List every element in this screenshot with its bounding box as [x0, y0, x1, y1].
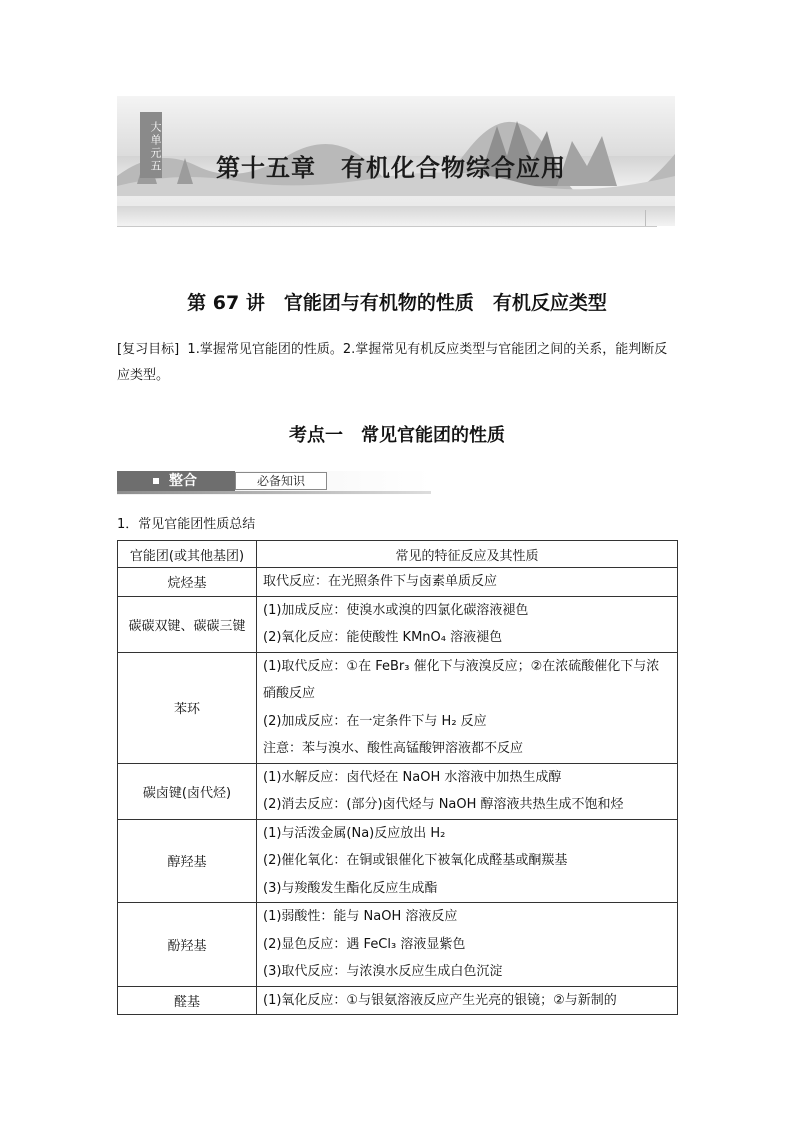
property-line: (1)取代反应：①在 FeBr₃ 催化下与液溴反应；②在浓硫酸催化下与浓硝酸反应: [263, 658, 660, 701]
property-cell: [257, 652, 678, 763]
header-group: 官能团(或其他基团): [118, 541, 257, 568]
section-tag-label: 整合: [169, 473, 197, 489]
property-line: (1)氧化反应：①与银氨溶液反应产生光亮的银镜；②与新制的: [263, 992, 617, 1008]
property-cell: [257, 903, 678, 987]
unit-tag: 大单元五: [140, 112, 162, 178]
property-line: 注意：苯与溴水、酸性高锰酸钾溶液都不反应: [263, 741, 524, 756]
property-line: (2)氧化反应：能使酸性 KMnO₄ 溶液褪色: [263, 630, 503, 645]
property-line: 取代反应：在光照条件下与卤素单质反应: [263, 574, 498, 589]
table-row: [118, 652, 678, 763]
lesson-title: 第 67 讲 官能团与有机物的性质 有机反应类型: [187, 292, 607, 314]
banner-divider: [117, 226, 657, 227]
review-objectives: [117, 337, 677, 389]
property-cell: [257, 819, 678, 903]
table-row: [118, 763, 678, 819]
objectives-text: 1.掌握常见官能团的性质。2.掌握常见有机反应类型与官能团之间的关系，能判断反应类型。: [117, 342, 668, 383]
property-line: (2)显色反应：遇 FeCl₃ 溶液显紫色: [263, 936, 466, 952]
banner-ground: [117, 206, 675, 226]
functional-group-table: [117, 540, 678, 1015]
table-row: [118, 596, 678, 652]
property-line: (2)催化氧化：在铜或银催化下被氧化成醛基或酮羰基: [263, 853, 568, 868]
property-cell: [257, 763, 678, 819]
table-row: [118, 819, 678, 903]
table-row: [118, 568, 678, 597]
header-properties: 常见的特征反应及其性质: [257, 541, 678, 568]
property-line: (2)消去反应：(部分)卤代烃与 NaOH 醇溶液共热生成不饱和烃: [263, 797, 624, 812]
section-header-bar: [117, 471, 431, 495]
section-subtag: 必备知识: [235, 472, 327, 490]
property-cell: [257, 596, 678, 652]
summary-heading: 1．常见官能团性质总结: [117, 517, 256, 532]
property-line: (1)加成反应：使溴水或溴的四氯化碳溶液褪色: [263, 602, 529, 618]
property-line: (2)加成反应：在一定条件下与 H₂ 反应: [263, 713, 487, 729]
square-bullet-icon: [153, 478, 159, 484]
group-cell: 醇羟基: [118, 819, 257, 903]
table-row: [118, 903, 678, 987]
group-cell: 醛基: [118, 986, 257, 1015]
property-line: (1)与活泼金属(Na)反应放出 H₂: [263, 825, 446, 841]
group-cell: 苯环: [118, 652, 257, 763]
table-header-row: [118, 541, 678, 568]
group-cell: 酚羟基: [118, 903, 257, 987]
table-row: [118, 986, 678, 1015]
property-line: (1)弱酸性：能与 NaOH 溶液反应: [263, 909, 458, 924]
property-line: (3)取代反应：与浓溴水反应生成白色沉淀: [263, 964, 503, 979]
chapter-title: 第十五章 有机化合物综合应用: [216, 154, 566, 182]
property-cell: [257, 986, 678, 1015]
point-title: 考点一 常见官能团的性质: [289, 425, 505, 446]
property-line: (3)与羧酸发生酯化反应生成酯: [263, 880, 438, 896]
group-cell: 烷烃基: [118, 568, 257, 597]
objectives-label: [复习目标]: [117, 342, 180, 357]
property-cell: [257, 568, 678, 597]
group-cell: 碳碳双键、碳碳三键: [118, 596, 257, 652]
banner-divider-tick: [645, 210, 646, 226]
property-line: (1)水解反应：卤代烃在 NaOH 水溶液中加热生成醇: [263, 769, 562, 785]
section-tag: [117, 471, 235, 491]
group-cell: 碳卤键(卤代烃): [118, 763, 257, 819]
section-underline: [117, 491, 431, 494]
